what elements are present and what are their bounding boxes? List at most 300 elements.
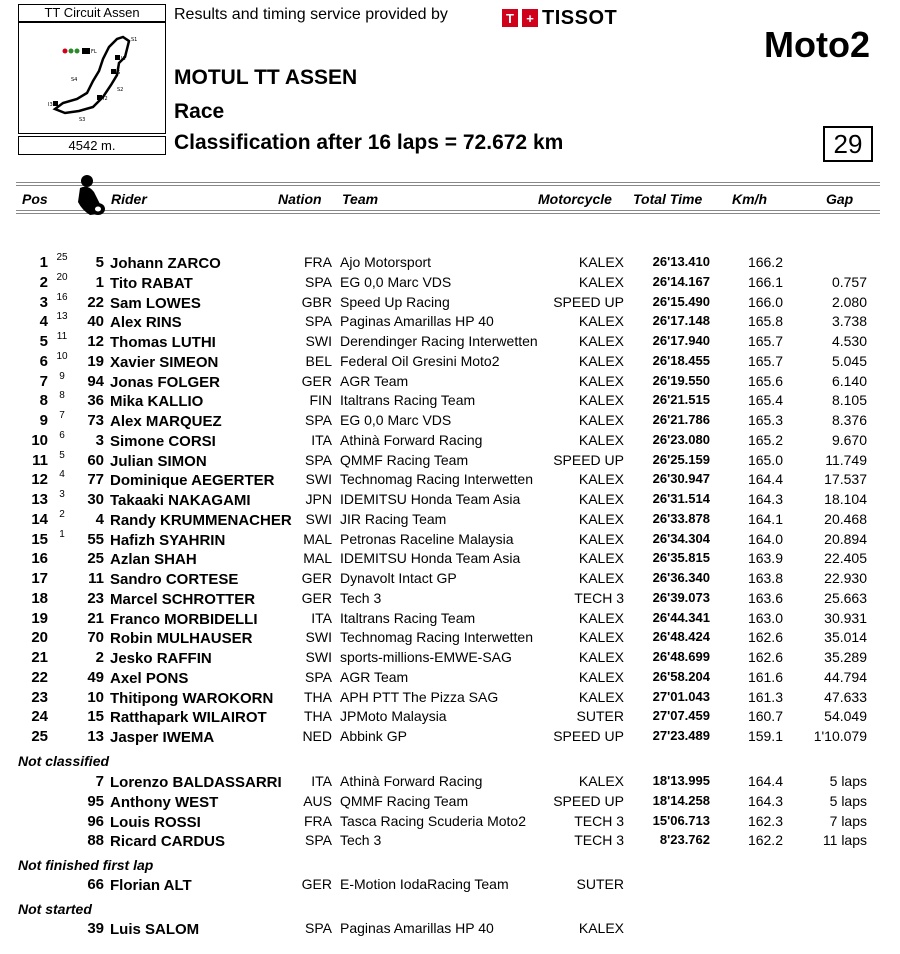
tissot-plus-icon: + [522,9,538,27]
row-gap: 22.405 [824,550,867,566]
row-rider: Randy KRUMMENACHER [110,512,292,529]
row-total-time: 26'35.815 [652,550,710,565]
row-nation: SPA [305,412,332,428]
row-motorcycle: KALEX [578,920,624,936]
row-team: Petronas Raceline Malaysia [340,531,514,547]
row-pos: 4 [39,313,48,330]
page-number: 29 [823,126,873,162]
header-rule-bottom-2 [16,213,880,214]
row-number: 4 [95,511,104,528]
row-nation: SPA [305,832,332,848]
row-total-time: 8'23.762 [659,832,710,847]
map-label-s: S [117,70,121,76]
row-points: 1 [59,529,65,540]
row-nation: FRA [304,254,332,270]
row-nation: GER [301,570,332,586]
row-number: 77 [87,471,104,488]
row-total-time: 26'18.455 [652,353,710,368]
row-nation: THA [304,708,332,724]
row-motorcycle: SPEED UP [553,793,624,809]
row-number: 22 [87,294,104,311]
row-motorcycle: KALEX [578,629,624,645]
row-motorcycle: KALEX [578,274,624,290]
row-total-time: 26'21.786 [652,412,710,427]
row-total-time: 26'13.410 [652,254,710,269]
row-gap: 1'10.079 [813,728,867,744]
row-kmh: 166.2 [747,254,783,270]
row-team: Tech 3 [340,832,382,848]
row-nation: ITA [311,610,332,626]
row-number: 55 [87,531,104,548]
row-points: 10 [56,351,68,362]
table-row [0,333,900,352]
row-nation: ITA [311,773,332,789]
row-nation: FIN [309,392,332,408]
row-team: IDEMITSU Honda Team Asia [340,550,521,566]
row-points: 25 [56,252,68,263]
row-gap: 5 laps [829,773,867,789]
row-points: 7 [59,410,65,421]
row-kmh: 165.0 [747,452,783,468]
row-points: 8 [59,390,65,401]
row-motorcycle: TECH 3 [574,832,624,848]
row-motorcycle: KALEX [578,432,624,448]
row-motorcycle: KALEX [578,649,624,665]
row-total-time: 26'25.159 [652,452,710,467]
row-total-time: 26'48.424 [652,629,710,644]
row-team: APH PTT The Pizza SAG [340,689,499,705]
section-title: Not finished first lap [18,857,154,873]
row-team: Abbink GP [340,728,407,744]
row-kmh: 162.3 [747,813,783,829]
row-pos: 7 [39,373,48,390]
row-gap: 9.670 [831,432,867,448]
row-pos: 16 [31,550,48,567]
row-motorcycle: SPEED UP [553,452,624,468]
row-pos: 14 [31,511,48,528]
row-pos: 22 [31,669,48,686]
row-pos: 11 [32,452,48,469]
row-nation: SWI [305,649,332,665]
row-gap: 11 laps [822,832,867,848]
row-total-time: 15'06.713 [652,813,710,828]
row-nation: SPA [305,274,332,290]
row-nation: MAL [303,550,332,566]
row-motorcycle: KALEX [578,373,624,389]
row-nation: SPA [305,313,332,329]
row-number: 12 [87,333,104,350]
col-team: Team [342,191,379,207]
row-number: 88 [87,832,104,849]
row-total-time: 26'23.080 [652,432,710,447]
row-points: 6 [59,430,65,441]
row-total-time: 26'33.878 [652,511,710,526]
row-rider: Luis SALOM [110,921,200,938]
row-team: Ajo Motorsport [340,254,432,270]
row-gap: 20.894 [824,531,867,547]
row-team: AGR Team [340,669,409,685]
table-row [0,728,900,747]
row-total-time: 27'23.489 [652,728,710,743]
table-row [0,471,900,490]
row-team: AGR Team [340,373,409,389]
table-row [0,452,900,471]
row-team: JPMoto Malaysia [340,708,447,724]
row-number: 15 [87,708,104,725]
row-gap: 7 laps [829,813,867,829]
row-pos: 10 [31,432,48,449]
table-row [0,669,900,688]
row-number: 5 [95,254,104,271]
row-motorcycle: KALEX [578,610,624,626]
classification-title: Classification after 16 laps = 72.672 km [174,131,564,154]
row-pos: 3 [39,294,48,311]
row-gap: 6.140 [831,373,867,389]
row-team: QMMF Racing Team [340,452,469,468]
row-team: Italtrans Racing Team [340,610,476,626]
row-kmh: 166.1 [747,274,783,290]
row-team: EG 0,0 Marc VDS [340,412,452,428]
row-kmh: 161.3 [747,689,783,705]
table-row [0,793,900,812]
row-kmh: 164.3 [747,793,783,809]
row-kmh: 165.3 [747,412,783,428]
row-number: 94 [87,373,104,390]
row-kmh: 165.7 [747,333,783,349]
row-rider: Anthony WEST [110,794,219,811]
row-number: 19 [87,353,104,370]
row-kmh: 159.1 [747,728,783,744]
row-nation: JPN [305,491,332,507]
row-number: 39 [87,920,104,937]
row-pos: 13 [31,491,48,508]
tissot-logo [502,7,617,29]
row-number: 36 [87,392,104,409]
row-motorcycle: TECH 3 [574,590,624,606]
table-row [0,610,900,629]
row-pos: 6 [39,353,48,370]
row-kmh: 162.6 [747,629,783,645]
row-points: 16 [56,292,68,303]
table-row [0,491,900,510]
row-team: Tasca Racing Scuderia Moto2 [340,813,526,829]
tissot-wordmark: TISSOT [542,6,618,29]
table-row [0,254,900,273]
row-total-time: 26'31.514 [652,491,710,506]
row-kmh: 165.6 [747,373,783,389]
row-kmh: 165.4 [747,392,783,408]
row-rider: Robin MULHAUSER [110,630,253,647]
row-motorcycle: KALEX [578,550,624,566]
row-nation: SWI [305,629,332,645]
row-kmh: 164.1 [747,511,783,527]
row-total-time: 27'01.043 [652,689,710,704]
row-team: sports-millions-EMWE-SAG [340,649,512,665]
row-kmh: 164.4 [747,773,783,789]
row-number: 13 [87,728,104,745]
circuit-map [18,22,166,134]
row-rider: Simone CORSI [110,433,216,450]
session-title: Race [174,100,225,123]
row-rider: Dominique AEGERTER [110,472,275,489]
row-gap: 3.738 [831,313,867,329]
row-gap: 54.049 [824,708,867,724]
header-rule-top [16,182,880,183]
row-motorcycle: KALEX [578,531,624,547]
table-row [0,373,900,392]
row-number: 25 [87,550,104,567]
row-number: 70 [87,629,104,646]
table-row [0,876,900,895]
row-rider: Sandro CORTESE [110,571,239,588]
row-team: IDEMITSU Honda Team Asia [340,491,521,507]
row-number: 11 [88,570,104,587]
row-pos: 1 [39,254,48,271]
row-team: Federal Oil Gresini Moto2 [340,353,500,369]
row-total-time: 26'36.340 [652,570,710,585]
map-label-s2: S2 [117,87,124,93]
row-team: Derendinger Racing Interwetten [340,333,538,349]
row-rider: Xavier SIMEON [110,354,219,371]
row-total-time: 18'14.258 [652,793,710,808]
row-team: Technomag Racing Interwetten [340,471,533,487]
row-kmh: 166.0 [747,294,783,310]
row-team: E-Motion IodaRacing Team [340,876,509,892]
row-number: 95 [87,793,104,810]
row-kmh: 161.6 [747,669,783,685]
row-number: 49 [87,669,104,686]
row-nation: SWI [305,471,332,487]
row-rider: Azlan SHAH [110,551,197,568]
row-rider: Hafizh SYAHRIN [110,532,226,549]
row-motorcycle: KALEX [578,669,624,685]
row-points: 5 [59,450,65,461]
row-gap: 8.105 [831,392,867,408]
row-rider: Johann ZARCO [110,255,221,272]
row-total-time: 26'21.515 [652,392,710,407]
row-kmh: 163.9 [747,550,783,566]
row-motorcycle: SUTER [576,876,624,892]
map-label-fl: FL [91,49,97,55]
row-number: 73 [87,412,104,429]
row-team: EG 0,0 Marc VDS [340,274,452,290]
row-total-time: 26'17.148 [652,313,710,328]
row-nation: GER [301,373,332,389]
row-kmh: 163.8 [747,570,783,586]
row-motorcycle: KALEX [578,313,624,329]
row-rider: Franco MORBIDELLI [110,611,258,628]
row-total-time: 26'34.304 [652,531,710,546]
col-total-time: Total Time [633,191,703,207]
row-nation: MAL [303,531,332,547]
row-number: 1 [95,274,104,291]
header-rule-bottom [16,210,880,211]
row-nation: SPA [305,920,332,936]
row-rider: Takaaki NAKAGAMI [110,492,251,509]
row-rider: Ratthapark WILAIROT [110,709,267,726]
map-label-i2: I2 [103,96,108,102]
row-motorcycle: SUTER [576,708,624,724]
row-rider: Thitipong WAROKORN [110,690,274,707]
row-nation: SPA [305,669,332,685]
row-rider: Jesko RAFFIN [110,650,212,667]
row-total-time: 26'30.947 [652,471,710,486]
section-title: Not classified [18,753,110,769]
table-row [0,649,900,668]
row-total-time: 26'48.699 [652,649,710,664]
row-number: 10 [87,689,104,706]
row-gap: 30.931 [824,610,867,626]
table-row [0,832,900,851]
row-pos: 25 [31,728,48,745]
row-gap: 47.633 [824,689,867,705]
table-row [0,353,900,372]
row-pos: 15 [31,531,48,548]
provider-text: Results and timing service provided by [174,6,448,23]
row-motorcycle: KALEX [578,471,624,487]
row-team: Dynavolt Intact GP [340,570,457,586]
row-pos: 18 [31,590,48,607]
row-gap: 35.014 [824,629,867,645]
section-title: Not started [18,901,92,917]
table-row [0,511,900,530]
map-label-i1: I1 [121,56,126,62]
table-row [0,392,900,411]
row-rider: Axel PONS [110,670,189,687]
row-pos: 20 [31,629,48,646]
row-team: QMMF Racing Team [340,793,469,809]
row-kmh: 162.6 [747,649,783,665]
row-kmh: 164.3 [747,491,783,507]
row-gap: 8.376 [831,412,867,428]
circuit-name: TT Circuit Assen [18,4,166,22]
row-motorcycle: KALEX [578,392,624,408]
col-rider: Rider [111,191,147,207]
row-pos: 8 [39,392,48,409]
table-row [0,773,900,792]
row-total-time: 26'39.073 [652,590,710,605]
row-gap: 18.104 [824,491,867,507]
row-pos: 17 [31,570,48,587]
row-rider: Tito RABAT [110,275,193,292]
row-points: 20 [56,272,68,283]
row-pos: 9 [39,412,48,429]
table-row [0,412,900,431]
row-team: Athinà Forward Racing [340,432,483,448]
row-rider: Alex RINS [110,314,182,331]
row-number: 40 [87,313,104,330]
row-gap: 11.749 [825,452,867,468]
table-row [0,294,900,313]
row-number: 23 [87,590,104,607]
row-number: 60 [87,452,104,469]
row-rider: Louis ROSSI [110,814,201,831]
row-nation: GBR [301,294,332,310]
row-nation: FRA [304,813,332,829]
table-row [0,570,900,589]
row-kmh: 163.0 [747,610,783,626]
row-team: Athinà Forward Racing [340,773,483,789]
row-gap: 4.530 [831,333,867,349]
row-rider: Julian SIMON [110,453,207,470]
col-motorcycle: Motorcycle [538,191,612,207]
row-gap: 44.794 [824,669,867,685]
col-kmh: Km/h [732,191,767,207]
row-pos: 2 [39,274,48,291]
row-rider: Marcel SCHROTTER [110,591,256,608]
row-team: Technomag Racing Interwetten [340,629,533,645]
row-kmh: 164.4 [747,471,783,487]
row-nation: AUS [303,793,332,809]
table-row [0,689,900,708]
row-nation: GER [301,876,332,892]
row-total-time: 26'44.341 [652,610,710,625]
row-pos: 12 [31,471,48,488]
table-row [0,590,900,609]
row-total-time: 26'17.940 [652,333,710,348]
row-rider: Jasper IWEMA [110,729,215,746]
row-rider: Alex MARQUEZ [110,413,222,430]
row-gap: 25.663 [824,590,867,606]
row-nation: SWI [305,511,332,527]
row-points: 4 [59,469,65,480]
row-points: 9 [59,371,65,382]
row-gap: 5 laps [829,793,867,809]
row-number: 2 [95,649,104,666]
row-gap: 35.289 [824,649,867,665]
map-label-s4: S4 [71,77,78,83]
row-nation: ITA [311,432,332,448]
table-row [0,920,900,939]
circuit-length: 4542 m. [18,136,166,155]
table-row [0,813,900,832]
row-total-time: 27'07.459 [652,708,710,723]
row-rider: Jonas FOLGER [110,374,221,391]
row-points: 11 [56,331,68,342]
row-gap: 22.930 [824,570,867,586]
map-label-s1: S1 [131,37,138,43]
row-nation: SWI [305,333,332,349]
row-kmh: 160.7 [747,708,783,724]
table-row [0,313,900,332]
row-motorcycle: TECH 3 [574,813,624,829]
map-label-s3: S3 [79,117,86,123]
row-nation: NED [302,728,332,744]
row-number: 30 [87,491,104,508]
row-rider: Lorenzo BALDASSARRI [110,774,282,791]
row-gap: 0.757 [831,274,867,290]
row-kmh: 165.7 [747,353,783,369]
row-pos: 19 [31,610,48,627]
row-points: 13 [56,311,68,322]
motorbike-icon [72,174,108,221]
row-motorcycle: KALEX [578,412,624,428]
row-rider: Thomas LUTHI [110,334,216,351]
row-gap: 2.080 [831,294,867,310]
row-total-time: 26'19.550 [652,373,710,388]
row-pos: 5 [39,333,48,350]
map-label-i3: I3 [48,102,53,108]
table-row [0,629,900,648]
category-title: Moto2 [764,24,870,65]
row-rider: Ricard CARDUS [110,833,226,850]
row-total-time: 18'13.995 [652,773,710,788]
tissot-cross-icon: T [502,9,518,27]
row-team: Paginas Amarillas HP 40 [340,313,494,329]
table-row [0,708,900,727]
row-rider: Florian ALT [110,877,192,894]
circuit-map-icon [19,23,165,133]
